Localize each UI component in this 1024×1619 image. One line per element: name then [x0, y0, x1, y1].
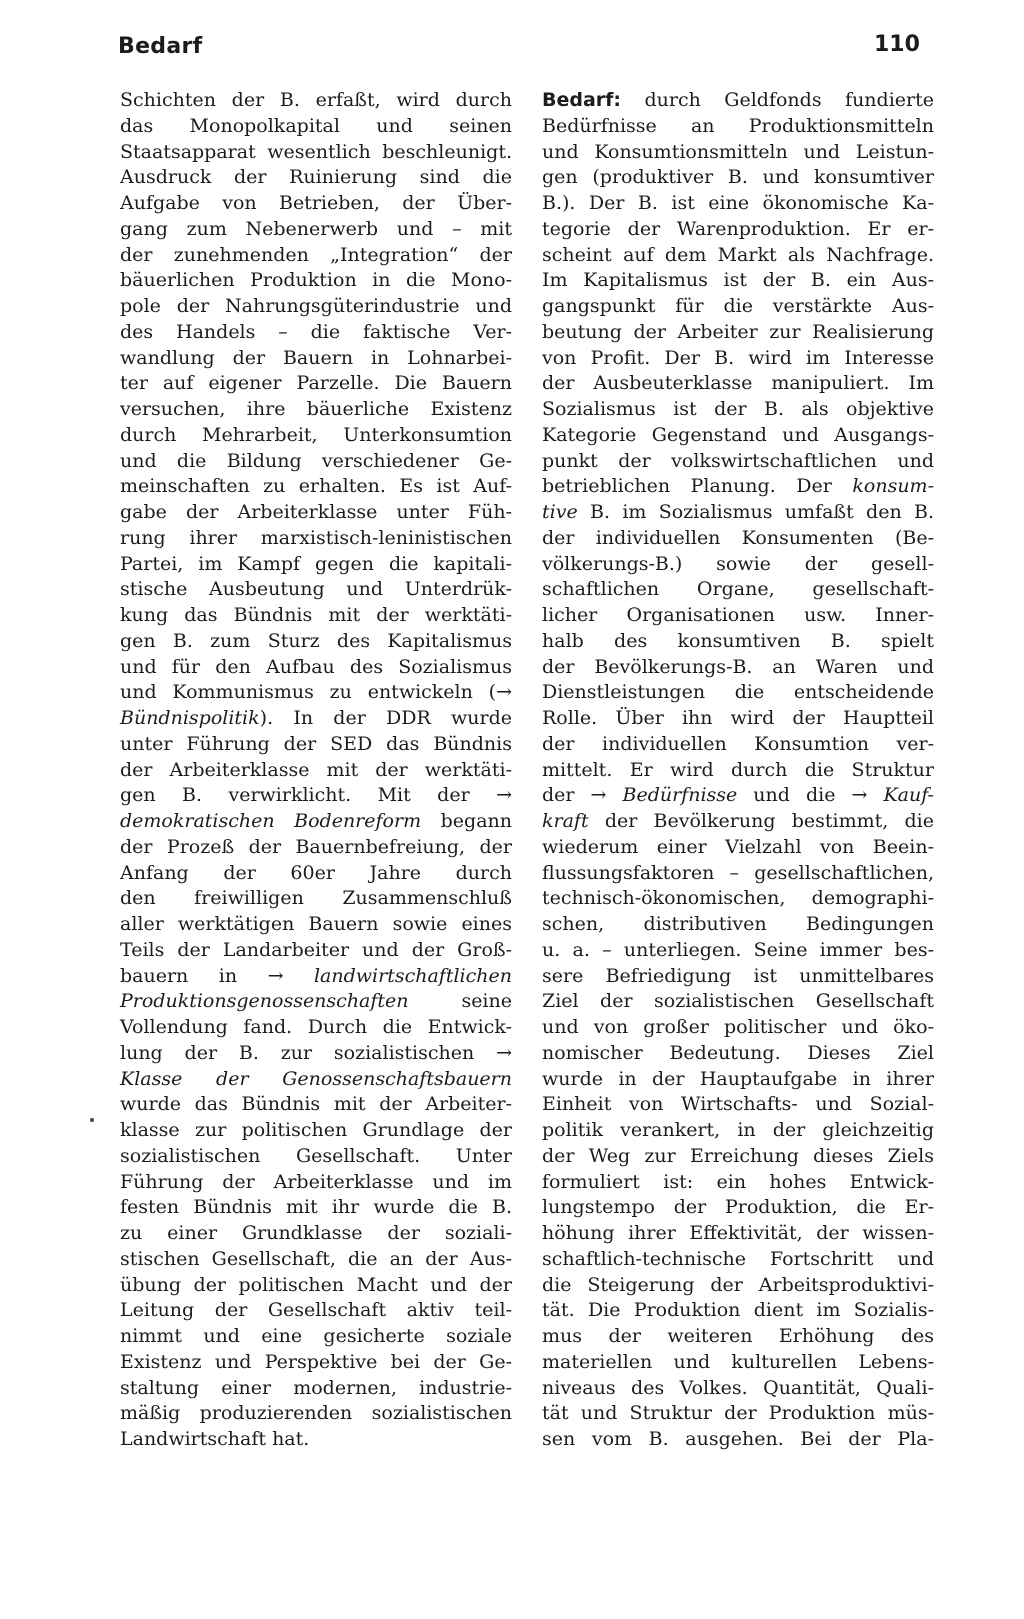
text-line: Kategorie Gegenstand und Ausgangs-	[542, 423, 934, 446]
text-line: Existenz und Perspektive bei der Ge-	[120, 1350, 512, 1373]
cross-reference-kaufkraft[interactable]: kraft	[542, 810, 589, 832]
text-line: meinschaften zu erhalten. Es ist Auf-	[120, 475, 512, 498]
text-line: und von großer politischer und öko-	[542, 1016, 934, 1038]
text-line: gangspunkt für die verstärkte Aus-	[542, 295, 934, 317]
text-line: gen (produktiver B. und konsumtiver	[542, 166, 934, 189]
text-line: formuliert ist: ein hohes Entwick-	[542, 1170, 934, 1193]
text-line: Im Kapitalismus ist der B. ein Aus-	[542, 269, 934, 292]
text-segment: seine	[461, 990, 512, 1013]
text-segment: B. im Sozialismus umfaßt den B.	[590, 501, 934, 523]
text-line	[120, 783, 512, 809]
text-line	[542, 809, 934, 835]
text-line: kung das Bündnis mit der werktäti-	[120, 604, 512, 626]
text-line: nimmt und eine gesicherte soziale	[120, 1325, 512, 1347]
text-line	[120, 964, 512, 990]
page-number: 110	[874, 32, 920, 57]
text-line	[542, 500, 934, 526]
text-line: Aufgabe von Betrieben, der Über-	[120, 192, 512, 214]
running-head: Bedarf	[118, 34, 203, 59]
text-segment: und die	[753, 784, 836, 807]
cross-reference-lpg[interactable]: Produktionsgenossenschaften	[120, 990, 409, 1013]
text-line: beutung der Arbeiter zur Realisierung	[542, 320, 934, 343]
text-line: sen vom B. ausgehen. Bei der Pla-	[542, 1428, 934, 1450]
text-line: Ausdruck der Ruinierung sind die	[120, 166, 512, 189]
text-line: punkt der volkswirtschaftlichen und	[542, 449, 934, 472]
text-line: scheint auf dem Markt als Nachfrage.	[542, 243, 934, 266]
text-line: der individuellen Konsumenten (Be-	[542, 526, 934, 549]
text-line: der Prozeß der Bauernbefreiung, der	[120, 835, 512, 858]
text-line: stische Ausbeutung und Unterdrük-	[120, 578, 512, 601]
text-line: klasse zur politischen Grundlage der	[120, 1119, 512, 1141]
text-line: wandlung der Bauern in Lohnarbei-	[120, 346, 512, 369]
text-line	[120, 1041, 512, 1067]
text-line: den freiwilligen Zusammenschluß	[120, 887, 512, 910]
text-line: schaftlich-technische Fortschritt und	[542, 1247, 934, 1270]
right-column	[542, 88, 934, 1453]
margin-dot	[90, 1118, 94, 1122]
text-line: tät. Die Produktion dient im Sozialis-	[542, 1299, 934, 1322]
text-segment: ). In der DDR wurde	[259, 707, 512, 729]
text-line: wiederum einer Vielzahl von Beein-	[542, 835, 934, 858]
text-line: technisch-ökonomischen, demographi-	[542, 887, 934, 910]
term-konsumtive: tive	[542, 501, 578, 523]
text-line: der Ausbeuterklasse manipuliert. Im	[542, 372, 934, 395]
cross-reference-arrow: →	[851, 784, 868, 807]
page-header	[0, 0, 1024, 80]
text-line: u. a. – unterliegen. Seine immer bes-	[542, 938, 934, 961]
entry-headword: Bedarf:	[542, 89, 622, 111]
text-line: mäßig produzierenden sozialistischen	[120, 1402, 512, 1425]
text-segment: der	[542, 784, 575, 807]
text-line: gen B. zum Sturz des Kapitalismus	[120, 629, 512, 652]
text-line: der Arbeiterklasse mit der werktäti-	[120, 758, 512, 781]
text-line	[120, 809, 512, 835]
text-segment: gen B. verwirklicht. Mit der	[120, 784, 470, 807]
text-line: stischen Gesellschaft, die an der Aus-	[120, 1247, 512, 1270]
text-line: politik verankert, in der gleichzeitig	[542, 1119, 934, 1141]
text-line: das Monopolkapital und seinen	[120, 114, 512, 137]
text-line: niveaus des Volkes. Quantität, Quali-	[542, 1376, 934, 1399]
text-line: höhung ihrer Effektivität, der wissen-	[542, 1222, 934, 1244]
text-line: staltung einer modernen, industrie-	[120, 1376, 512, 1399]
cross-reference-kaufkraft[interactable]: Kauf-	[883, 784, 934, 807]
text-line: Anfang der 60er Jahre durch	[120, 861, 512, 884]
text-segment: lung der B. zur sozialistischen	[120, 1041, 475, 1064]
text-line: Partei, im Kampf gegen die kapitali-	[120, 552, 512, 575]
cross-reference-arrow: →	[496, 681, 512, 704]
text-line: und die Bildung verschiedener Ge-	[120, 449, 512, 472]
text-line: Schichten der B. erfaßt, wird durch	[120, 89, 512, 111]
text-line: mus der weiteren Erhöhung des	[542, 1325, 934, 1347]
text-line: Rolle. Über ihn wird der Hauptteil	[542, 707, 934, 729]
text-line: Einheit von Wirtschafts- und Sozial-	[542, 1093, 934, 1116]
text-line: Sozialismus ist der B. als objektive	[542, 398, 934, 420]
text-line: Landwirtschaft hat.	[120, 1428, 310, 1450]
text-line: sere Befriedigung ist unmittelbares	[542, 964, 934, 987]
term-konsumtive: konsum-	[852, 475, 934, 498]
text-line: versuchen, ihre bäuerliche Existenz	[120, 398, 512, 420]
text-line: und für den Aufbau des Sozialismus	[120, 655, 512, 678]
text-line: der zunehmenden „Integration“ der	[120, 243, 512, 266]
text-line: lungstempo der Produktion, die Er-	[542, 1196, 934, 1219]
text-line: gabe der Arbeiterklasse unter Füh-	[120, 501, 512, 523]
text-line: bäuerlichen Produktion in die Mono-	[120, 269, 512, 292]
text-line	[120, 989, 512, 1015]
cross-reference-lpg[interactable]: landwirtschaftlichen	[313, 964, 512, 987]
cross-reference-arrow: →	[496, 1041, 512, 1064]
text-line: tegorie der Warenproduktion. Er er-	[542, 217, 934, 240]
text-line: nomischer Bedeutung. Dieses Ziel	[542, 1041, 934, 1064]
text-line: Bedürfnisse an Produktionsmitteln	[542, 114, 934, 137]
text-line: ter auf eigener Parzelle. Die Bauern	[120, 372, 512, 395]
text-line: Führung der Arbeiterklasse und im	[120, 1170, 512, 1193]
text-line	[120, 706, 512, 732]
text-line: von Profit. Der B. wird im Interesse	[542, 346, 934, 369]
text-line: Dienstleistungen die entscheidende	[542, 681, 934, 704]
text-line: Staatsapparat wesentlich beschleunigt.	[120, 140, 512, 163]
text-line: der Weg zur Erreichung dieses Ziels	[542, 1144, 934, 1167]
text-line: die Steigerung der Arbeitsproduktivi-	[542, 1273, 934, 1296]
cross-reference-arrow: →	[267, 964, 284, 987]
cross-reference-klasse[interactable]: Klasse der Genossenschaftsbauern	[120, 1067, 512, 1090]
text-line: Vollendung fand. Durch die Entwick-	[120, 1016, 512, 1038]
text-line: schen, distributiven Bedingungen	[542, 913, 934, 935]
text-line: übung der politischen Macht und der	[120, 1273, 512, 1296]
text-line: aller werktätigen Bauern sowie eines	[120, 913, 512, 935]
text-line: des Handels – die faktische Ver-	[120, 320, 512, 343]
text-segment: der Bevölkerung bestimmt, die	[604, 810, 934, 832]
text-line: rung ihrer marxistisch-leninistischen	[120, 526, 512, 549]
cross-reference-buendnispolitik[interactable]: Bündnispolitik	[120, 707, 260, 729]
text-line: B.). Der B. ist eine ökonomische Ka-	[542, 192, 934, 214]
cross-reference-beduerfnisse[interactable]: Bedürfnisse	[622, 784, 738, 807]
text-line	[542, 783, 934, 809]
text-line: gang zum Nebenerwerb und – mit	[120, 217, 512, 240]
text-segment: betrieblichen Planung. Der	[542, 475, 832, 498]
text-line: Ziel der sozialistischen Gesellschaft	[542, 990, 934, 1013]
text-segment: begann	[440, 810, 513, 832]
text-line: licher Organisationen usw. Inner-	[542, 604, 934, 626]
text-line: halb des konsumtiven B. spielt	[542, 629, 934, 652]
text-line: festen Bündnis mit ihr wurde die B.	[120, 1196, 512, 1219]
text-line	[542, 88, 934, 114]
text-segment: durch Geldfonds fundierte	[621, 89, 934, 111]
text-line: durch Mehrarbeit, Unterkonsumtion	[120, 423, 512, 446]
text-line: und Konsumtionsmitteln und Leistun-	[542, 140, 934, 163]
cross-reference-arrow: →	[496, 784, 512, 807]
cross-reference-bodenreform[interactable]: demokratischen Bodenreform	[120, 810, 422, 832]
text-line: schaftlichen Organe, gesellschaft-	[542, 578, 934, 601]
text-line: flussungsfaktoren – gesellschaftlichen,	[542, 861, 934, 884]
text-line: wurde das Bündnis mit der Arbeiter-	[120, 1093, 512, 1116]
text-line: unter Führung der SED das Bündnis	[120, 732, 512, 755]
text-line: der Bevölkerungs-B. an Waren und	[542, 655, 934, 678]
text-line: materiellen und kulturellen Lebens-	[542, 1350, 934, 1373]
text-line: der individuellen Konsumtion ver-	[542, 732, 934, 755]
text-line: Leitung der Gesellschaft aktiv teil-	[120, 1299, 512, 1322]
text-segment: und Kommunismus zu entwickeln (	[120, 681, 497, 704]
text-line	[120, 680, 512, 706]
text-line	[542, 474, 934, 500]
text-line: völkerungs-B.) sowie der gesell-	[542, 552, 934, 575]
text-line: wurde in der Hauptaufgabe in ihrer	[542, 1067, 934, 1090]
text-line: zu einer Grundklasse der soziali-	[120, 1222, 512, 1244]
text-line: mittelt. Er wird durch die Struktur	[542, 758, 934, 781]
text-line: Teils der Landarbeiter und der Groß-	[120, 938, 512, 961]
text-line	[120, 1067, 512, 1093]
text-line: tät und Struktur der Produktion müs-	[542, 1402, 934, 1425]
left-column	[120, 88, 512, 1453]
text-line: sozialistischen Gesellschaft. Unter	[120, 1144, 512, 1167]
text-line: pole der Nahrungsgüterindustrie und	[120, 295, 512, 317]
text-segment: bauern in	[120, 964, 238, 987]
cross-reference-arrow: →	[590, 784, 607, 807]
